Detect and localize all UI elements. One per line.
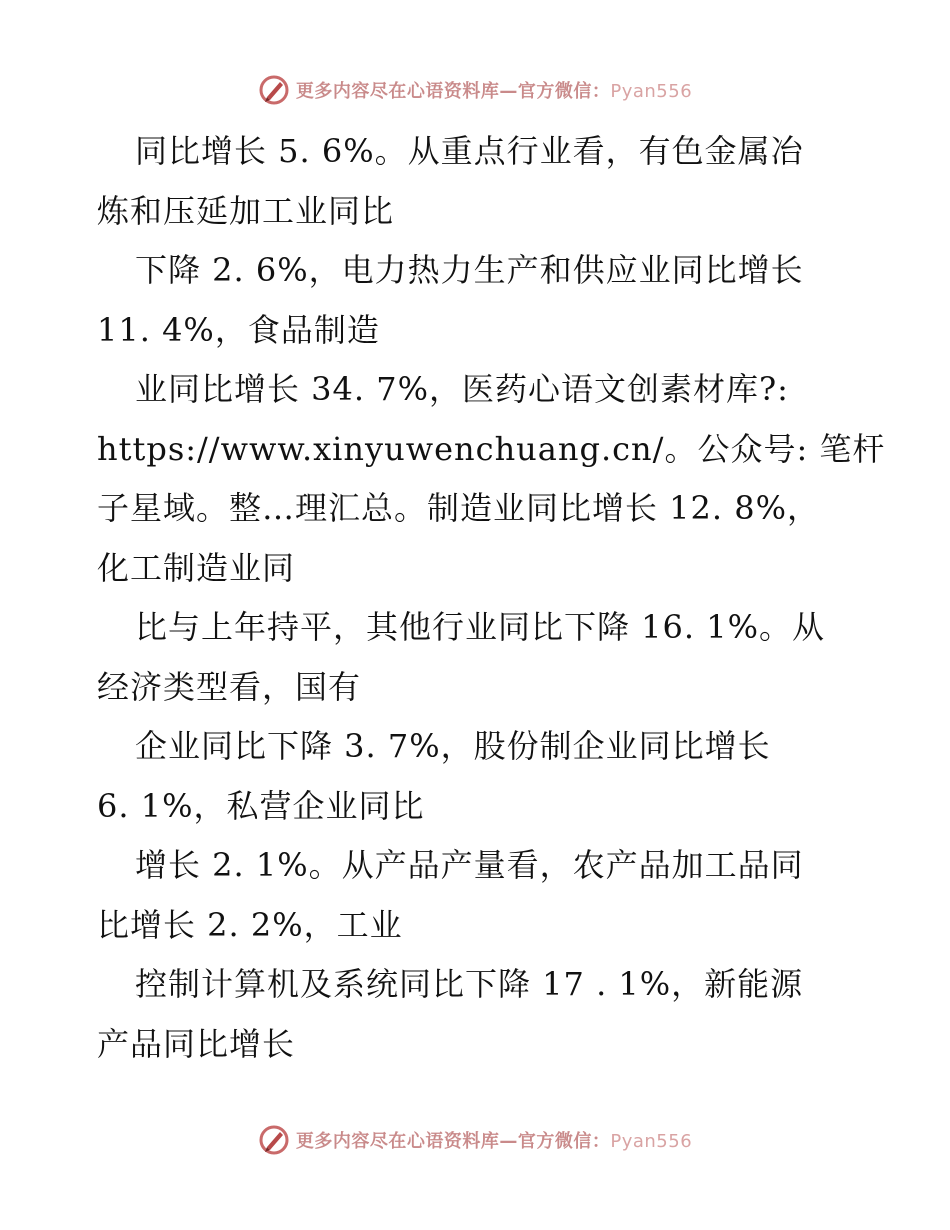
text-line-url: https://www.xinyuwenchuang.cn/。公众号: 笔杆 — [97, 429, 886, 468]
text-line: 增长 2. 1%。从产品产量看，农产品加工品同 — [135, 846, 804, 884]
text-line: 产品同比增长 — [97, 1024, 296, 1063]
text-line: 控制计算机及系统同比下降 17 . 1%，新能源 — [135, 965, 804, 1003]
banner-label: 更多内容尽在心语资料库—官方微信： — [295, 81, 611, 102]
text-line: 6. 1%，私营企业同比 — [97, 786, 425, 825]
banner-text — [296, 1127, 692, 1153]
document-body — [97, 122, 886, 1074]
footer-banner — [0, 1120, 950, 1160]
banner-wechat-id: Pyan556 — [610, 1131, 693, 1152]
pen-circle-icon — [258, 1124, 290, 1156]
text-line: 子星域。整…理汇总。制造业同比增长 12. 8%， — [97, 489, 821, 527]
text-line: 化工制造业同 — [97, 548, 296, 587]
text-line: 比增长 2. 2%，工业 — [97, 905, 403, 944]
text-line: 炼和压延加工业同比 — [97, 191, 395, 230]
text-line: 11. 4%，食品制造 — [97, 310, 380, 349]
text-line: 经济类型看，国有 — [97, 667, 362, 706]
text-line: 下降 2. 6%，电力热力生产和供应业同比增长 — [135, 251, 804, 289]
pen-circle-icon — [258, 74, 290, 106]
text-line: 比与上年持平，其他行业同比下降 16. 1%。从 — [135, 608, 826, 646]
banner-label: 更多内容尽在心语资料库—官方微信： — [295, 1131, 611, 1152]
header-banner — [0, 70, 950, 110]
text-line: 企业同比下降 3. 7%，股份制企业同比增长 — [135, 727, 771, 765]
banner-wechat-id: Pyan556 — [610, 81, 693, 102]
text-line: 业同比增长 34. 7%，医药心语文创素材库?: — [135, 370, 789, 408]
text-line: 同比增长 5. 6%。从重点行业看，有色金属冶 — [135, 132, 804, 170]
banner-text — [296, 77, 692, 103]
